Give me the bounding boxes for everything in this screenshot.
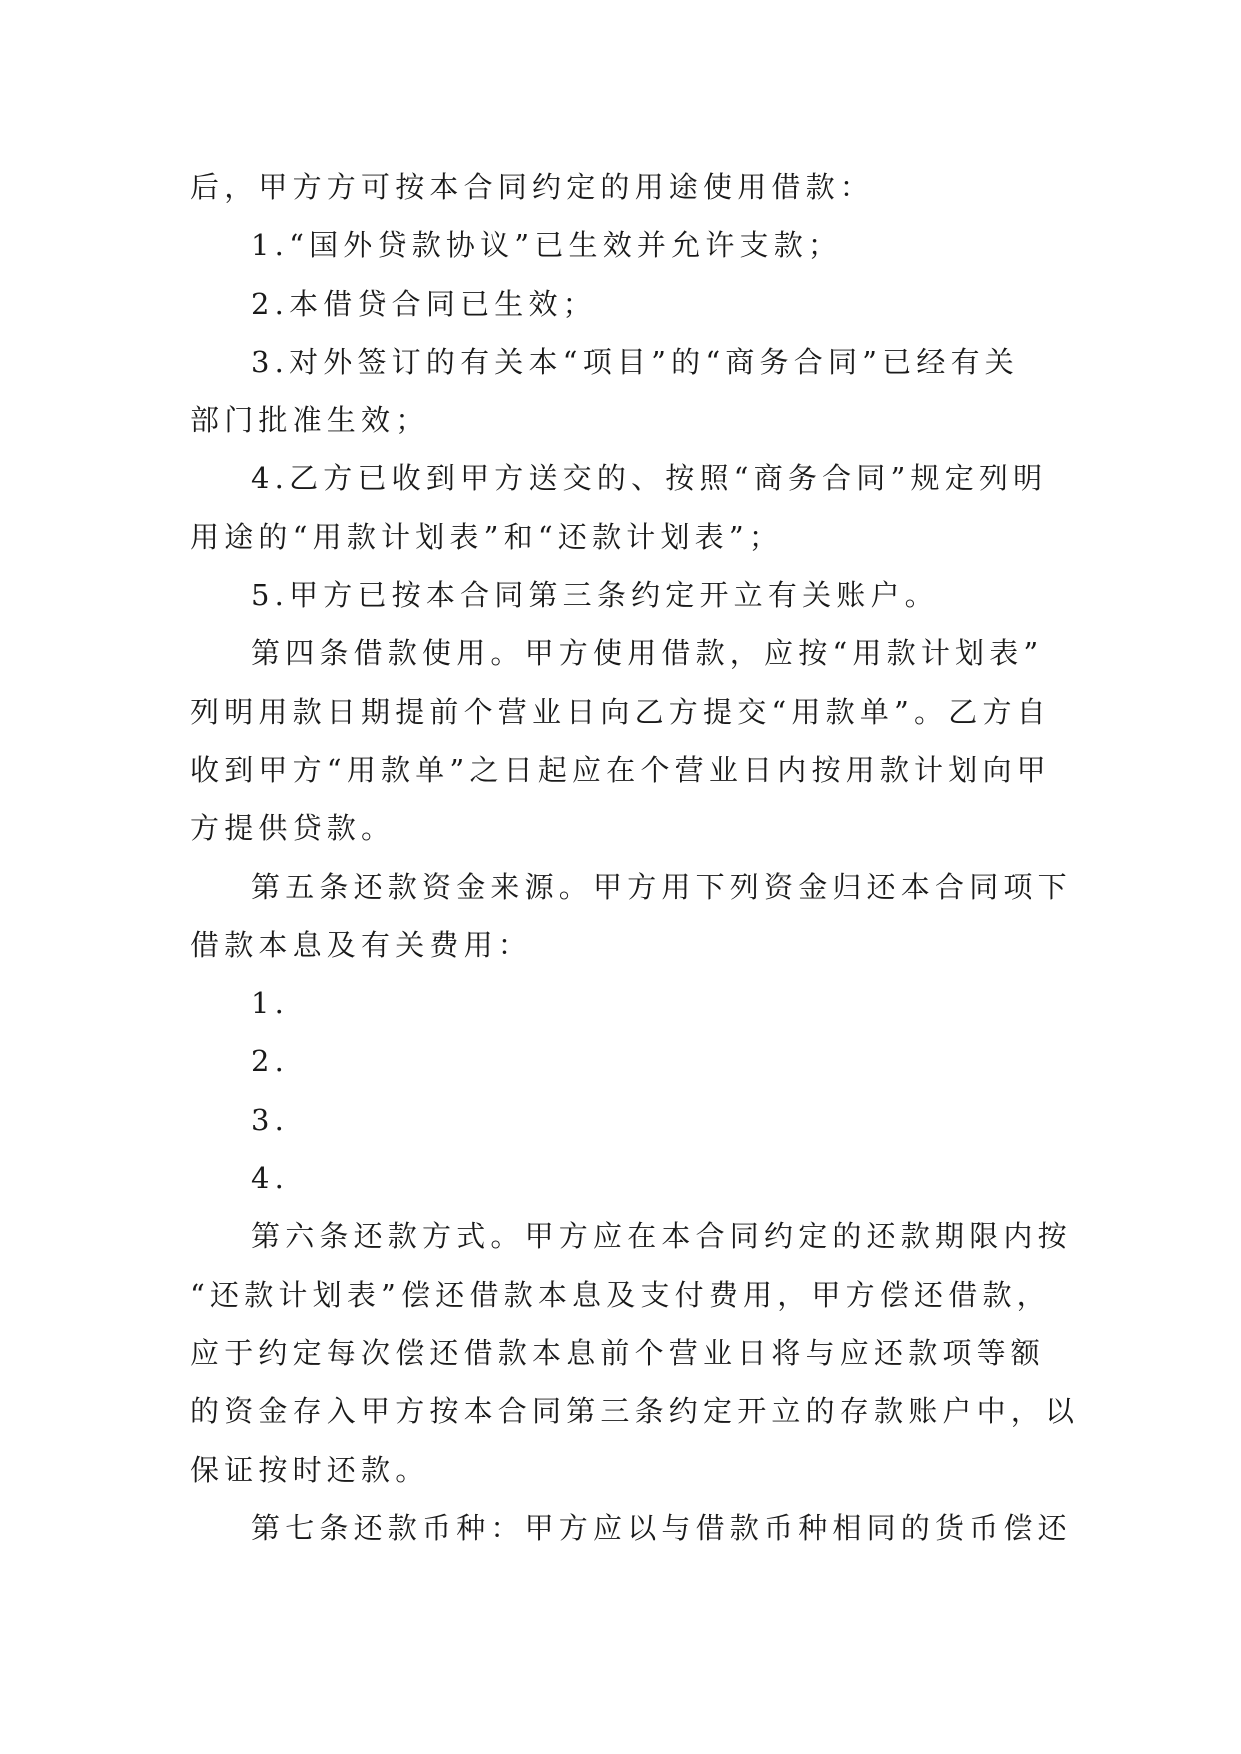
text-line: 4.乙方已收到甲方送交的、按照“商务合同”规定列明 — [251, 461, 1048, 496]
document-body — [190, 158, 1080, 1557]
list-item: 4. — [251, 1161, 290, 1196]
text-line: 第五条还款资金来源。甲方用下列资金归还本合同项下 — [251, 869, 1072, 904]
text-line: 后，甲方方可按本合同约定的用途使用借款： — [190, 170, 875, 204]
text-line: 1.“国外贷款协议”已生效并允许支款； — [251, 228, 843, 263]
text-line: 5.甲方已按本合同第三条约定开立有关账户。 — [251, 578, 939, 613]
text-line: 收到甲方“用款单”之日起应在个营业日内按用款计划向甲 — [190, 752, 1051, 787]
text-line: 的资金存入甲方按本合同第三条约定开立的存款账户中，以 — [190, 1394, 1080, 1429]
text-line: 用途的“用款计划表”和“还款计划表”； — [190, 519, 784, 554]
list-item: 2. — [251, 1044, 290, 1079]
text-line: 3.对外签订的有关本“项目”的“商务合同”已经有关 — [251, 344, 1019, 379]
text-line: “还款计划表”偿还借款本息及支付费用，甲方偿还借款， — [190, 1277, 1051, 1312]
text-line: 第七条还款币种：甲方应以与借款币种相同的货币偿还 — [251, 1510, 1072, 1545]
list-item: 3. — [251, 1102, 290, 1137]
list-item: 1. — [251, 986, 290, 1021]
text-line: 列明用款日期提前个营业日向乙方提交“用款单”。乙方自 — [190, 694, 1051, 729]
text-line: 应于约定每次偿还借款本息前个营业日将与应还款项等额 — [190, 1335, 1046, 1370]
text-line: 2.本借贷合同已生效； — [251, 286, 597, 321]
text-line: 第四条借款使用。甲方使用借款，应按“用款计划表” — [251, 636, 1044, 671]
text-line: 借款本息及有关费用： — [190, 927, 533, 962]
text-line: 第六条还款方式。甲方应在本合同约定的还款期限内按 — [251, 1219, 1072, 1254]
text-line: 方提供贷款。 — [190, 811, 396, 846]
text-line: 部门批准生效； — [190, 403, 430, 438]
text-line: 保证按时还款。 — [190, 1452, 430, 1487]
